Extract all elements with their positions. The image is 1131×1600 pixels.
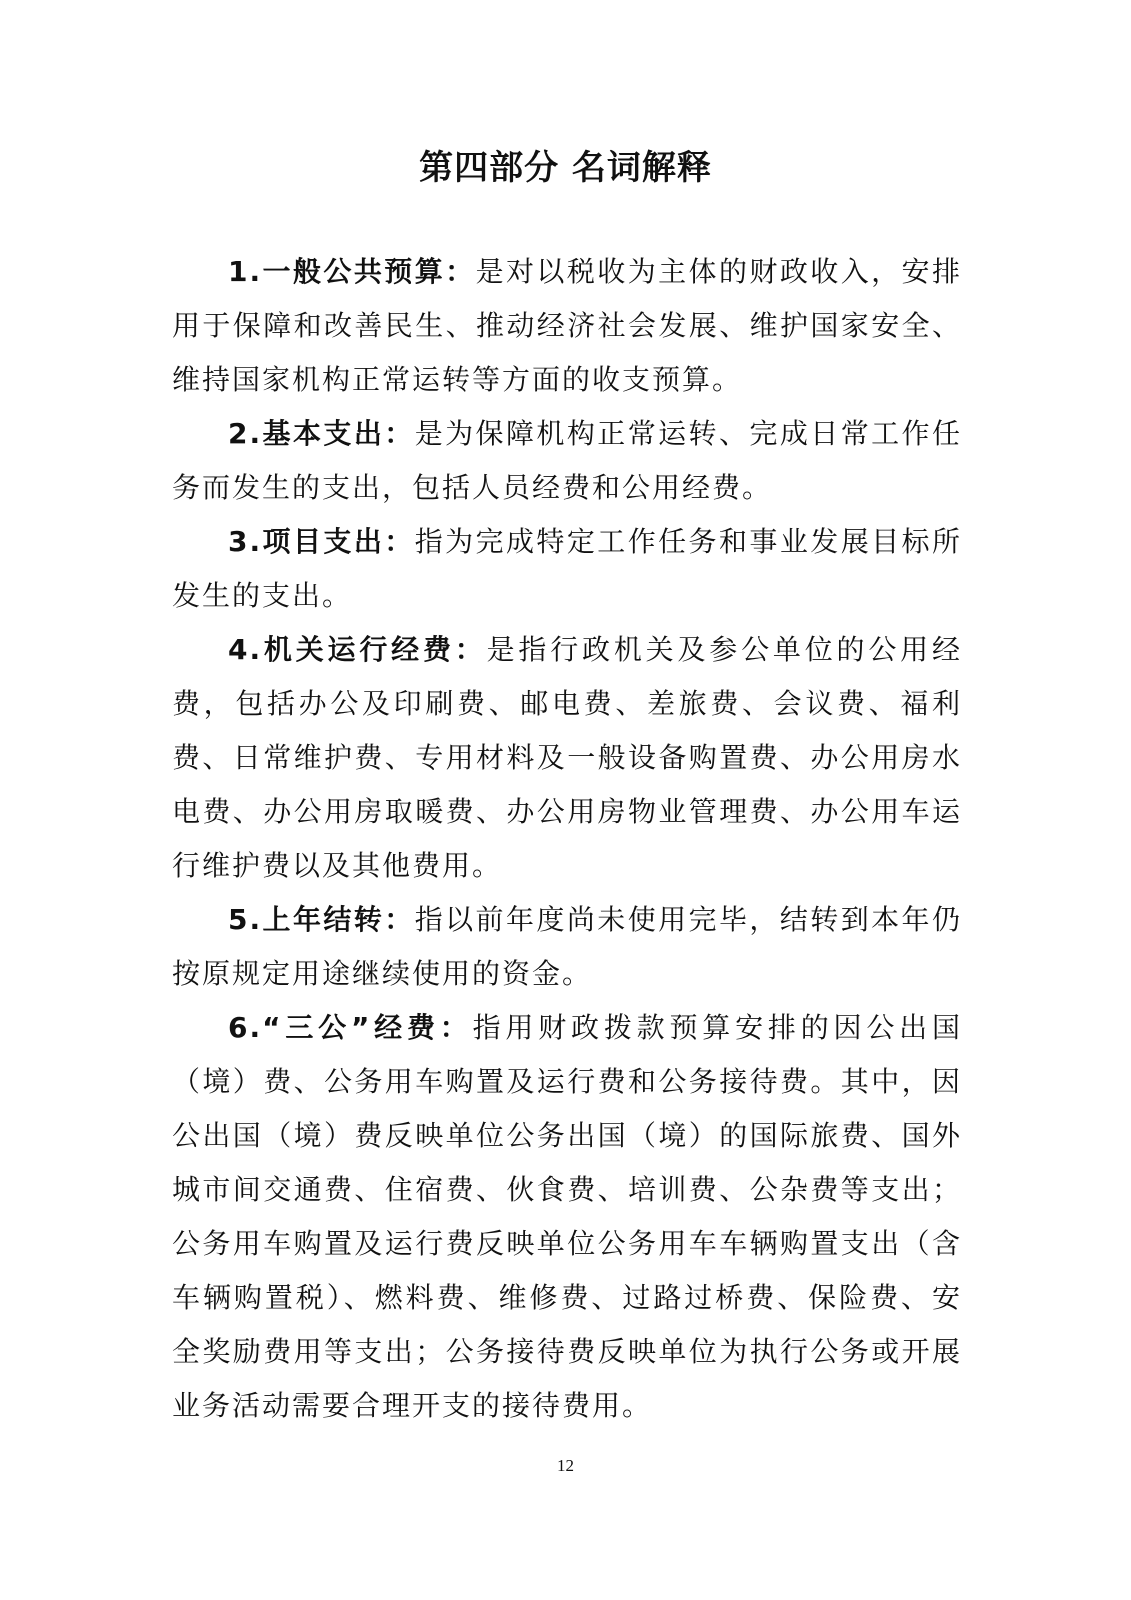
glossary-entry-6: [172, 1001, 962, 1433]
entry-term: “三公”经费：: [262, 1011, 473, 1044]
entry-definition: 指以前年度尚未使用完毕，结转到本年仍按原规定用途继续使用的资金。: [172, 903, 962, 990]
entry-term: 一般公共预算：: [262, 255, 476, 288]
entry-number: 3.: [228, 525, 263, 558]
entry-number: 2.: [228, 417, 263, 450]
entry-number: 1.: [228, 255, 263, 288]
glossary-entry-3: [172, 515, 962, 623]
entry-definition: 是对以税收为主体的财政收入，安排用于保障和改善民生、推动经济社会发展、维护国家安全、维持国家机构正常运转等方面的收支预算。: [172, 255, 962, 396]
entry-definition: 指用财政拨款预算安排的因公出国（境）费、公务用车购置及运行费和公务接待费。其中，因公出国（境）费反映单位公务出国（境）的国际旅费、国外城市间交通费、住宿费、伙食费、培训费、公杂费等支出；公务用车购置及运行费反映单位公务用车车辆购置支出（含车辆购置税）、燃料费、维修费、过路过桥费、保险费、安全奖励费用等支出；公务接待费反映单位为执行公务或开展业务活动需要合理开支的接待费用。: [172, 1011, 962, 1422]
entry-number: 6.: [228, 1011, 263, 1044]
entry-definition: 是指行政机关及参公单位的公用经费，包括办公及印刷费、邮电费、差旅费、会议费、福利费、日常维护费、专用材料及一般设备购置费、办公用房水电费、办公用房取暖费、办公用房物业管理费、办公用车运行维护费以及其他费用。: [172, 633, 962, 882]
entry-term: 上年结转：: [262, 903, 415, 936]
glossary-entry-2: [172, 407, 962, 515]
entry-definition: 是为保障机构正常运转、完成日常工作任务而发生的支出，包括人员经费和公用经费。: [172, 417, 962, 504]
glossary-entry-1: [172, 245, 962, 407]
page-number: 12: [557, 1456, 574, 1475]
entry-term: 基本支出：: [262, 417, 415, 450]
entry-number: 4.: [228, 633, 263, 666]
glossary-entry-5: [172, 893, 962, 1001]
entry-term: 项目支出：: [262, 525, 415, 558]
entry-definition: 指为完成特定工作任务和事业发展目标所发生的支出。: [172, 525, 962, 612]
entry-number: 5.: [228, 903, 263, 936]
page-title: 第四部分 名词解释: [419, 148, 712, 188]
glossary-content: [172, 245, 962, 1433]
glossary-entry-4: [172, 623, 962, 893]
entry-term: 机关运行经费：: [262, 633, 487, 666]
